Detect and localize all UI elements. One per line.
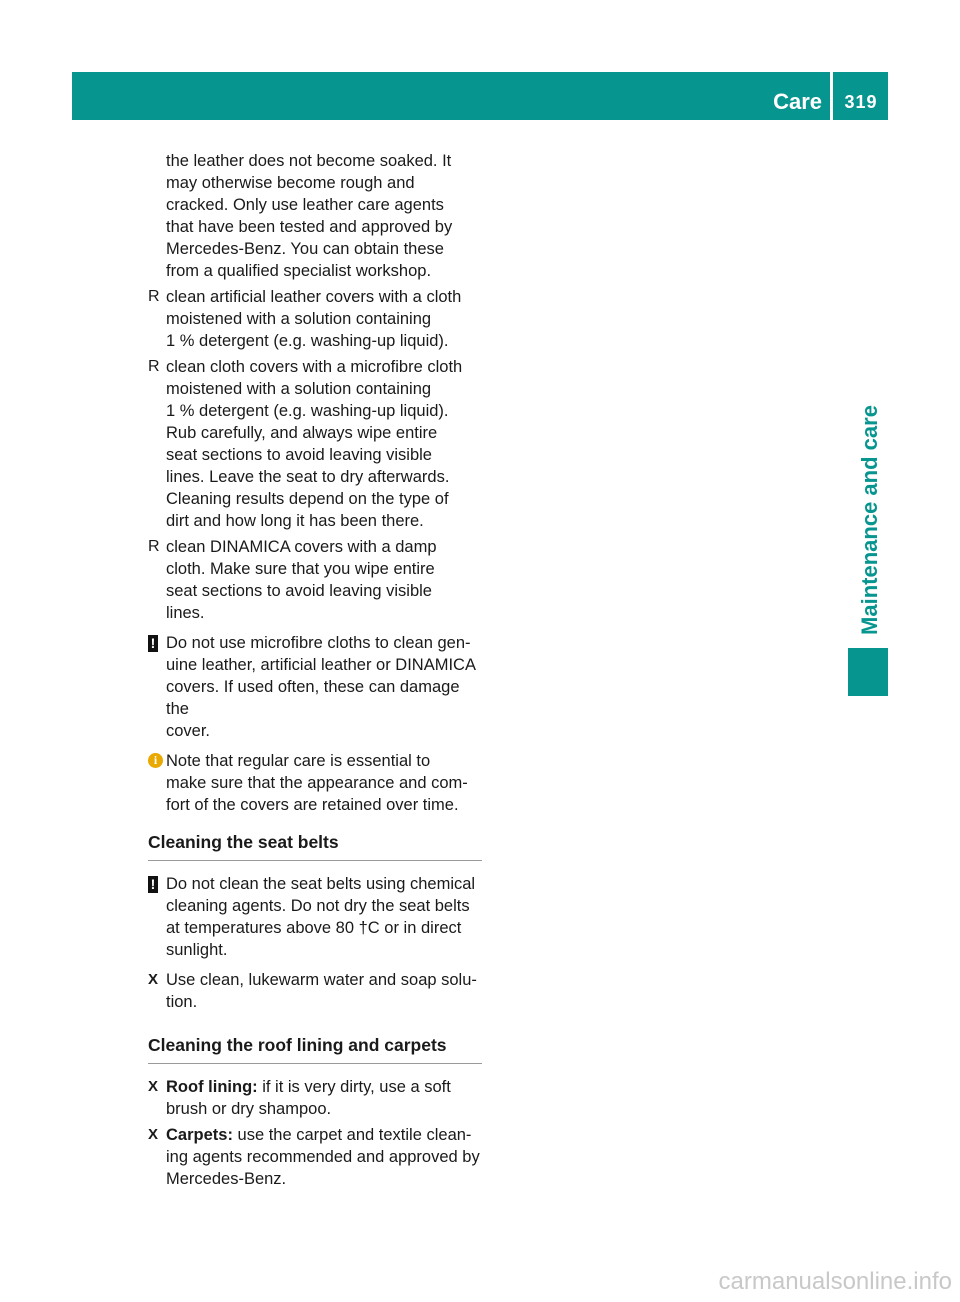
text-line: Mercedes-Benz. You can obtain these	[166, 240, 444, 258]
text-line: lines. Leave the seat to dry afterwards.	[166, 468, 450, 486]
text-line: cracked. Only use leather care agents	[166, 196, 444, 214]
side-tab	[856, 390, 884, 650]
text-line: brush or dry shampoo.	[166, 1100, 332, 1118]
exclamation-box-icon: !	[148, 876, 158, 893]
warning-note	[148, 632, 482, 742]
info-note	[148, 750, 482, 816]
instruction-step	[148, 969, 482, 1013]
text-line: Mercedes-Benz.	[166, 1170, 287, 1188]
text-line: ing agents recommended and approved by	[166, 1148, 480, 1166]
text-line: make sure that the appearance and com-	[166, 774, 468, 792]
main-column	[148, 150, 482, 1190]
section-heading: Cleaning the seat belts	[148, 830, 482, 861]
text-line: Do not use microfibre cloths to clean gen-	[166, 634, 471, 652]
text-line: dirt and how long it has been there.	[166, 512, 424, 530]
text-line: at temperatures above 80 †C or in direct	[166, 919, 462, 937]
section-title: Care	[773, 89, 822, 114]
text-line: Note that regular care is essential to	[166, 752, 431, 770]
text-line: the leather does not become soaked. It	[166, 152, 452, 170]
bullet-item	[148, 536, 482, 624]
text-line: Use clean, lukewarm water and soap solu-	[166, 971, 477, 989]
step-arrow-icon: X	[148, 1078, 159, 1095]
step-label: Carpets:	[166, 1126, 233, 1144]
section-heading: Cleaning the roof lining and carpets	[148, 1033, 482, 1064]
page-number: 319	[844, 92, 878, 112]
text-line: cover.	[166, 722, 211, 740]
bullet-icon: R	[148, 288, 160, 305]
intro-paragraph	[148, 150, 482, 282]
bullet-item	[148, 356, 482, 532]
text-line: moistened with a solution containing	[166, 310, 432, 328]
watermark: carmanualsonline.info	[718, 1268, 952, 1295]
text-line: cleaning agents. Do not dry the seat belts	[166, 897, 470, 915]
header-separator	[830, 72, 833, 120]
text-line: uine leather, artificial leather or DINAMICA	[166, 656, 476, 674]
step-arrow-icon: X	[148, 1126, 159, 1143]
text-line: cloth. Make sure that you wipe entire	[166, 560, 435, 578]
step-arrow-icon: X	[148, 971, 159, 988]
instruction-step	[148, 1124, 482, 1190]
text-line	[166, 1124, 482, 1146]
text-line: clean cloth covers with a microfibre cloth	[166, 358, 463, 376]
warning-note	[148, 873, 482, 961]
text-line: clean artificial leather covers with a cloth	[166, 288, 462, 306]
text-line: from a qualified specialist workshop.	[166, 262, 432, 280]
info-icon: i	[148, 753, 163, 768]
bullet-icon: R	[148, 358, 160, 375]
text-line	[166, 1076, 482, 1098]
text-line: tion.	[166, 993, 198, 1011]
text-line: may otherwise become rough and	[166, 174, 415, 192]
step-text: use the carpet and textile clean-	[232, 1126, 472, 1144]
side-tab-marker	[848, 648, 888, 696]
text-line: that have been tested and approved by	[166, 218, 453, 236]
text-line: covers. If used often, these can damage the	[166, 678, 460, 718]
text-line: clean DINAMICA covers with a damp	[166, 538, 437, 556]
exclamation-box-icon: !	[148, 635, 158, 652]
text-line: Rub carefully, and always wipe entire	[166, 424, 438, 442]
text-line: 1 % detergent (e.g. washing-up liquid).	[166, 332, 449, 350]
text-line: moistened with a solution containing	[166, 380, 432, 398]
bullet-item	[148, 286, 482, 352]
text-line: sunlight.	[166, 941, 228, 959]
step-text: if it is very dirty, use a soft	[257, 1078, 451, 1096]
text-line: seat sections to avoid leaving visible	[166, 446, 432, 464]
side-tab-label: Maintenance and care	[857, 405, 882, 635]
text-line: 1 % detergent (e.g. washing-up liquid).	[166, 402, 449, 420]
text-line: fort of the covers are retained over time.	[166, 796, 459, 814]
text-line: Do not clean the seat belts using chemical	[166, 875, 476, 893]
text-line: Cleaning results depend on the type of	[166, 490, 449, 508]
text-line: seat sections to avoid leaving visible	[166, 582, 432, 600]
text-line: lines.	[166, 604, 205, 622]
step-label: Roof lining:	[166, 1078, 258, 1096]
bullet-icon: R	[148, 538, 160, 555]
instruction-step	[148, 1076, 482, 1120]
